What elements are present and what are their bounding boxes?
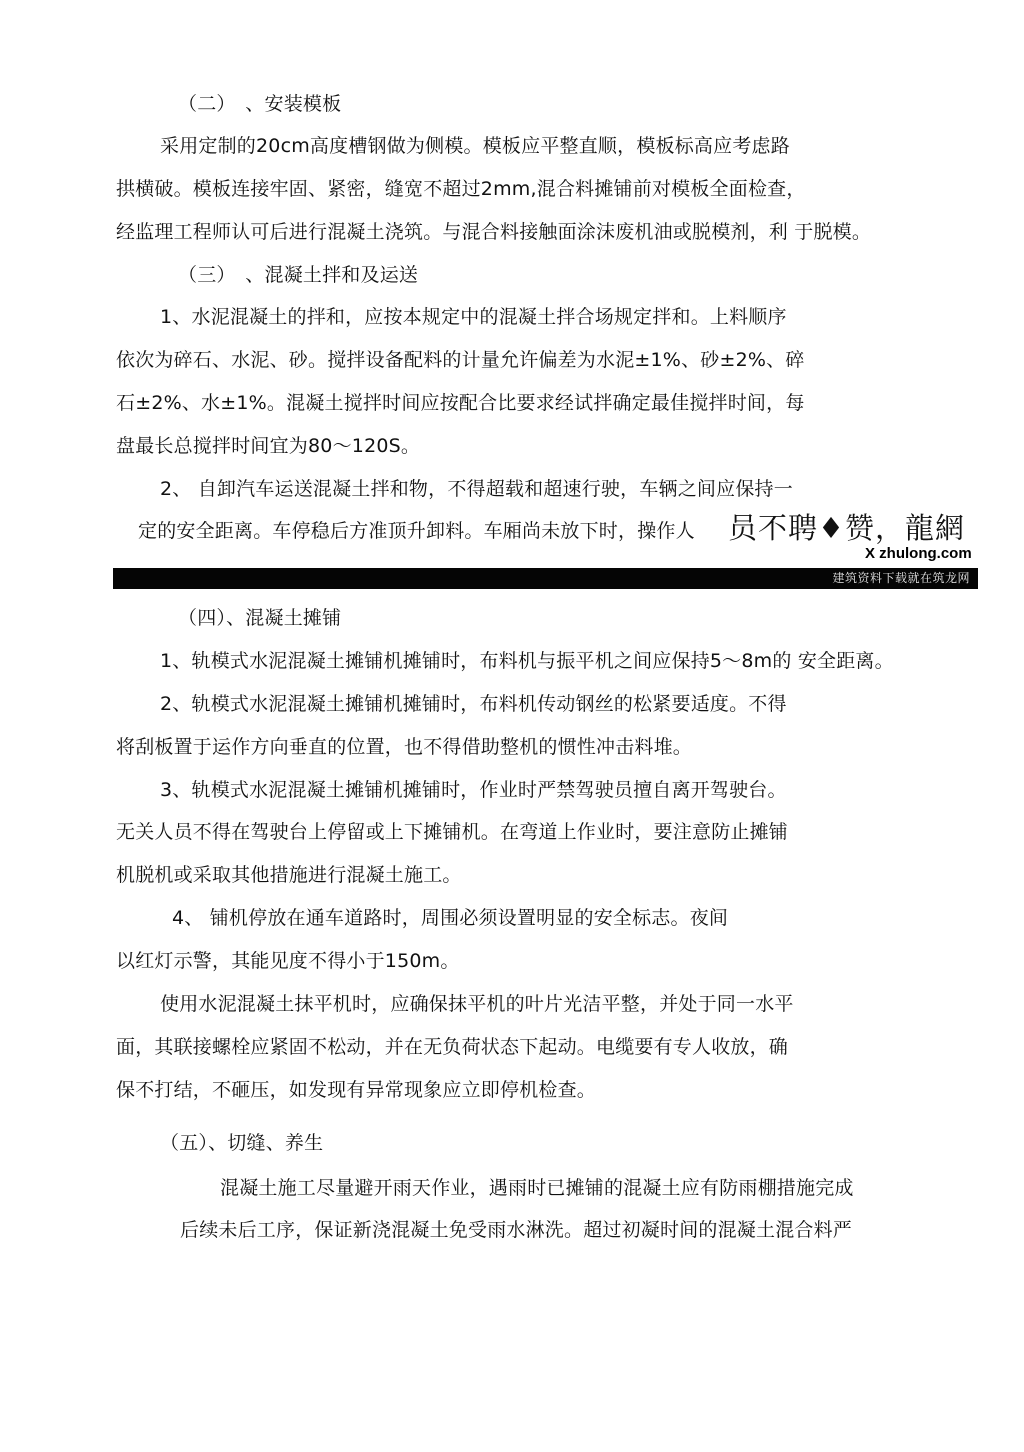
paragraph-line: 4、 铺机停放在通车道路时，周围必须设置明显的安全标志。夜间 [172,907,729,929]
watermark-url: X zhulong.com [865,545,972,562]
paragraph-line: 机脱机或采取其他措施进行混凝土施工。 [116,864,462,886]
paragraph-line: 将刮板置于运作方向垂直的位置，也不得借助整机的惯性冲击料堆。 [116,736,693,758]
paragraph-line: 2、 自卸汽车运送混凝土拌和物，不得超载和超速行驶，车辆之间应保持一 [160,478,793,500]
paragraph-line: 1、轨模式水泥混凝土摊铺机摊铺时，布料机与振平机之间应保持5～8m的 安全距离。 [160,650,894,672]
section-heading-3: （三） 、混凝土拌和及运送 [178,264,419,286]
paragraph-line: 后续未后工序，保证新浇混凝土免受雨水淋洗。超过初凝时间的混凝土混合料严 [180,1219,853,1241]
paragraph-line: 石±2%、水±1%。混凝土搅拌时间应按配合比要求经试拌确定最佳搅拌时间，每 [116,392,805,414]
paragraph-line: 使用水泥混凝土抹平机时，应确保抹平机的叶片光洁平整，并处于同一水平 [160,993,794,1015]
watermark-overlay-text: 员不聘♦赞，龍網 [728,511,965,545]
paragraph-line: 盘最长总搅拌时间宜为80～120S。 [116,435,421,457]
paragraph-line: 无关人员不得在驾驶台上停留或上下摊铺机。在弯道上作业时，要注意防止摊铺 [116,821,789,843]
paragraph-line: 采用定制的20cm高度槽钢做为侧模。模板应平整直顺，模板标高应考虑路 [160,135,790,157]
section-heading-2: （二） 、安装模板 [178,93,342,115]
paragraph-line: 以红灯示警，其能见度不得小于150m。 [116,950,460,972]
watermark-banner [113,568,978,589]
paragraph-line: 2、轨模式水泥混凝土摊铺机摊铺时，布料机传动钢丝的松紧要适度。不得 [160,693,787,715]
paragraph-line: 定的安全距离。车停稳后方准顶升卸料。车厢尚未放下时，操作人 [138,520,695,542]
paragraph-line: 3、轨模式水泥混凝土摊铺机摊铺时，作业时严禁驾驶员擅自离开驾驶台。 [160,779,787,801]
paragraph-line: 拱横破。模板连接牢固、紧密，缝宽不超过2mm,混合料摊铺前对模板全面检查， [116,178,806,200]
watermark-slogan: 建筑资料下载就在筑龙网 [832,571,970,585]
section-heading-5: （五）、切缝、养生 [160,1132,324,1154]
paragraph-line: 依次为碎石、水泥、砂。搅拌设备配料的计量允许偏差为水泥±1%、砂±2%、碎 [116,349,805,371]
section-heading-4: （四）、混凝土摊铺 [178,607,342,629]
paragraph-line: 混凝土施工尽量避开雨天作业，遇雨时已摊铺的混凝土应有防雨棚措施完成 [220,1177,854,1199]
paragraph-line: 1、水泥混凝土的拌和，应按本规定中的混凝土拌合场规定拌和。上料顺序 [160,306,787,328]
paragraph-line: 保不打结，不砸压，如发现有异常现象应立即停机检查。 [116,1079,597,1101]
paragraph-line: 面，其联接螺栓应紧固不松动，并在无负荷状态下起动。电缆要有专人收放，确 [116,1036,789,1058]
paragraph-line: 经监理工程师认可后进行混凝土浇筑。与混合料接触面涂沫废机油或脱模剂，利 于脱模。 [116,221,872,243]
